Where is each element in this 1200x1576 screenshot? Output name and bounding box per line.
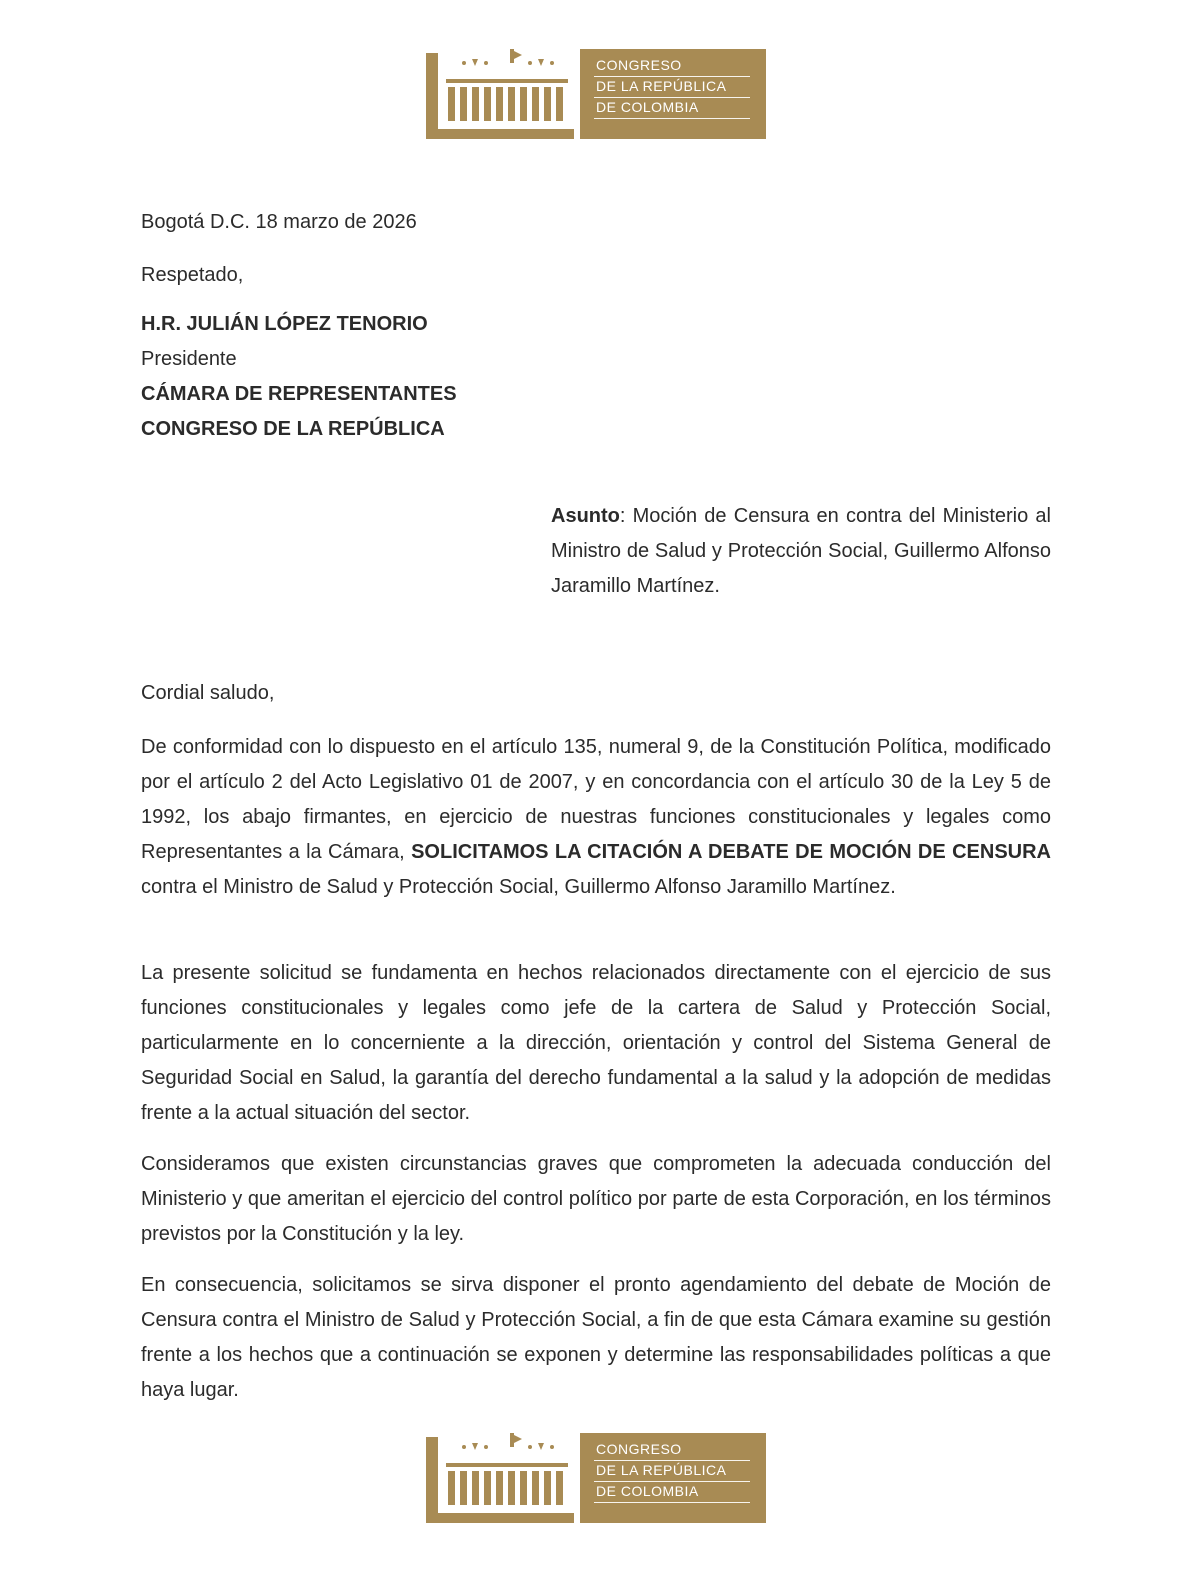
logo-line-3: DE COLOMBIA xyxy=(596,1483,699,1499)
logo-line-1: CONGRESO xyxy=(596,1441,682,1457)
capitol-building-icon xyxy=(426,1433,576,1523)
salutation: Cordial saludo, xyxy=(141,682,275,704)
logo-line-1: CONGRESO xyxy=(596,57,682,73)
recipient-chamber: CÁMARA DE REPRESENTANTES xyxy=(141,383,457,405)
recipient-name: H.R. JULIÁN LÓPEZ TENORIO xyxy=(141,313,428,335)
logo-text-box xyxy=(580,1433,766,1523)
opening-greeting: Respetado, xyxy=(141,264,244,286)
recipient-role: Presidente xyxy=(141,348,237,370)
paragraph-1-tail: contra el Ministro de Salud y Protección Social, Guillermo Alfonso Jaramillo Martínez. xyxy=(141,876,896,898)
congress-logo-footer xyxy=(426,1433,766,1523)
subject-text: : Moción de Censura en contra del Ministerio al Ministro de Salud y Protección Social, Guillermo Alfonso Jaramillo Martínez. xyxy=(551,505,1051,597)
letter-date: Bogotá D.C. 18 marzo de 2026 xyxy=(141,211,417,233)
paragraph-legal-basis xyxy=(141,730,1051,905)
logo-line-2: DE LA REPÚBLICA xyxy=(596,1462,727,1478)
logo-line-3: DE COLOMBIA xyxy=(596,99,699,115)
logo-line-2: DE LA REPÚBLICA xyxy=(596,78,727,94)
logo-text-box xyxy=(580,49,766,139)
capitol-building-icon xyxy=(426,49,576,139)
paragraph-1-lead: De conformidad con lo dispuesto en el artículo 135, numeral 9, de la Constitución Política, modificado por el artículo 2 del Acto Legislativo 01 de 2007, y en concordancia con el artículo 30 de la Ley 5 de 1992, los abajo firmantes, en ejercicio de nuestras funciones constitucionales y legales como Representantes a la Cámara, xyxy=(141,736,1051,863)
recipient-congress: CONGRESO DE LA REPÚBLICA xyxy=(141,418,445,440)
congress-logo-header xyxy=(426,49,766,139)
recipient-block xyxy=(141,307,1051,447)
paragraph-considerations: Consideramos que existen circunstancias graves que comprometen la adecuada conducción del Ministerio y que ameritan el ejercicio del control político por parte de esta Corporación, en los términos previstos por la Constitución y la ley. xyxy=(141,1153,1051,1245)
paragraph-1-emphasis: SOLICITAMOS LA CITACIÓN A DEBATE DE MOCIÓN DE CENSURA xyxy=(411,841,1051,863)
paragraph-grounds: La presente solicitud se fundamenta en hechos relacionados directamente con el ejercicio de sus funciones constitucionales y legales como jefe de la cartera de Salud y Protección Social, particularmente en lo concerniente a la dirección, orientación y control del Sistema General de Seguridad Social en Salud, la garantía del derecho fundamental a la salud y la adopción de medidas frente a la actual situación del sector. xyxy=(141,962,1051,1124)
subject-label: Asunto xyxy=(551,505,620,527)
subject-block xyxy=(551,499,1051,604)
paragraph-request: En consecuencia, solicitamos se sirva disponer el pronto agendamiento del debate de Moción de Censura contra el Ministro de Salud y Protección Social, a fin de que esta Cámara examine su gestión frente a los hechos que a continuación se exponen y determine las responsabilidades políticas a que haya lugar. xyxy=(141,1274,1051,1401)
